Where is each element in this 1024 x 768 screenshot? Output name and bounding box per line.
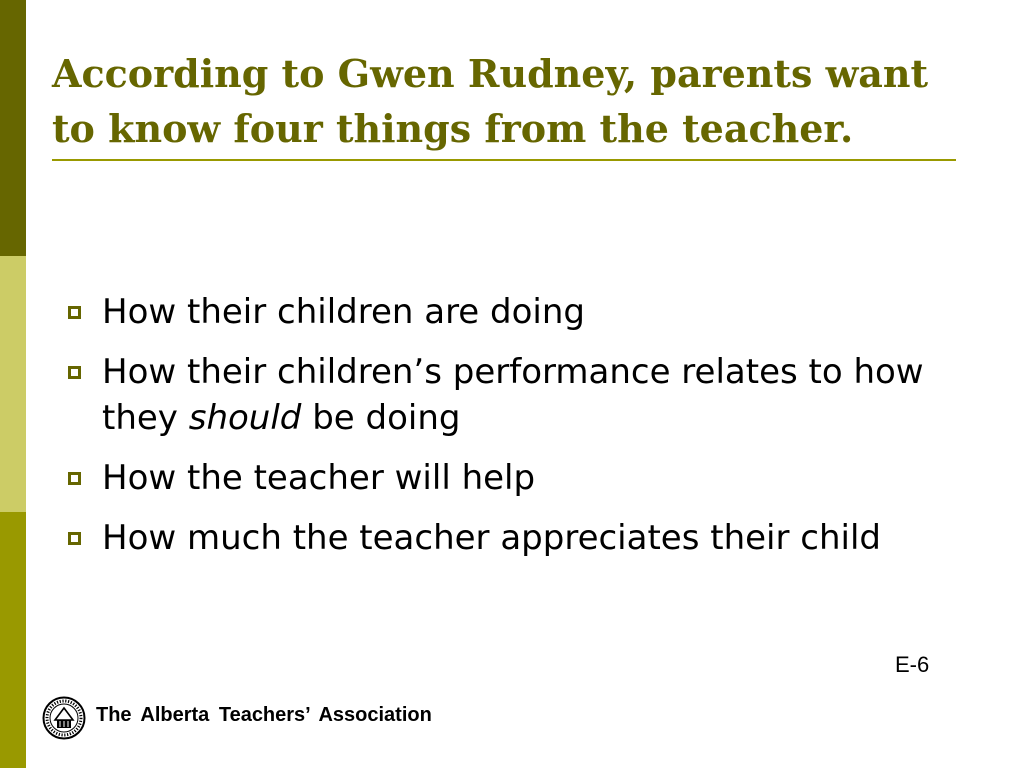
bullet-text: How much the teacher appreciates their child bbox=[102, 518, 881, 558]
square-bullet-icon bbox=[68, 306, 81, 319]
bullet-emphasis: should bbox=[188, 398, 302, 438]
slide-number: E-6 bbox=[895, 652, 930, 677]
sidebar-stripe-top bbox=[0, 0, 26, 256]
bullet-item bbox=[62, 455, 962, 501]
square-bullet-icon bbox=[68, 532, 81, 545]
bullet-item bbox=[62, 289, 962, 335]
bullet-text: How the teacher will help bbox=[102, 458, 536, 498]
bullet-text-end: be doing bbox=[301, 398, 461, 438]
association-seal-icon bbox=[42, 696, 86, 740]
title-underline bbox=[52, 159, 956, 161]
bullet-text: How their children are doing bbox=[102, 292, 585, 332]
bullet-item bbox=[62, 515, 962, 561]
bullet-list bbox=[62, 289, 962, 575]
square-bullet-icon bbox=[68, 472, 81, 485]
bullet-text: How their children’s performance relates to how they bbox=[102, 352, 924, 438]
bullet-item bbox=[62, 349, 962, 441]
slide-title: According to Gwen Rudney, parents want to know four things from the teacher. bbox=[52, 51, 929, 151]
sidebar-stripe-middle bbox=[0, 256, 26, 512]
footer-organization-name: The Alberta Teachers’ Association bbox=[96, 704, 432, 726]
sidebar-stripe-bottom bbox=[0, 512, 26, 768]
square-bullet-icon bbox=[68, 366, 81, 379]
